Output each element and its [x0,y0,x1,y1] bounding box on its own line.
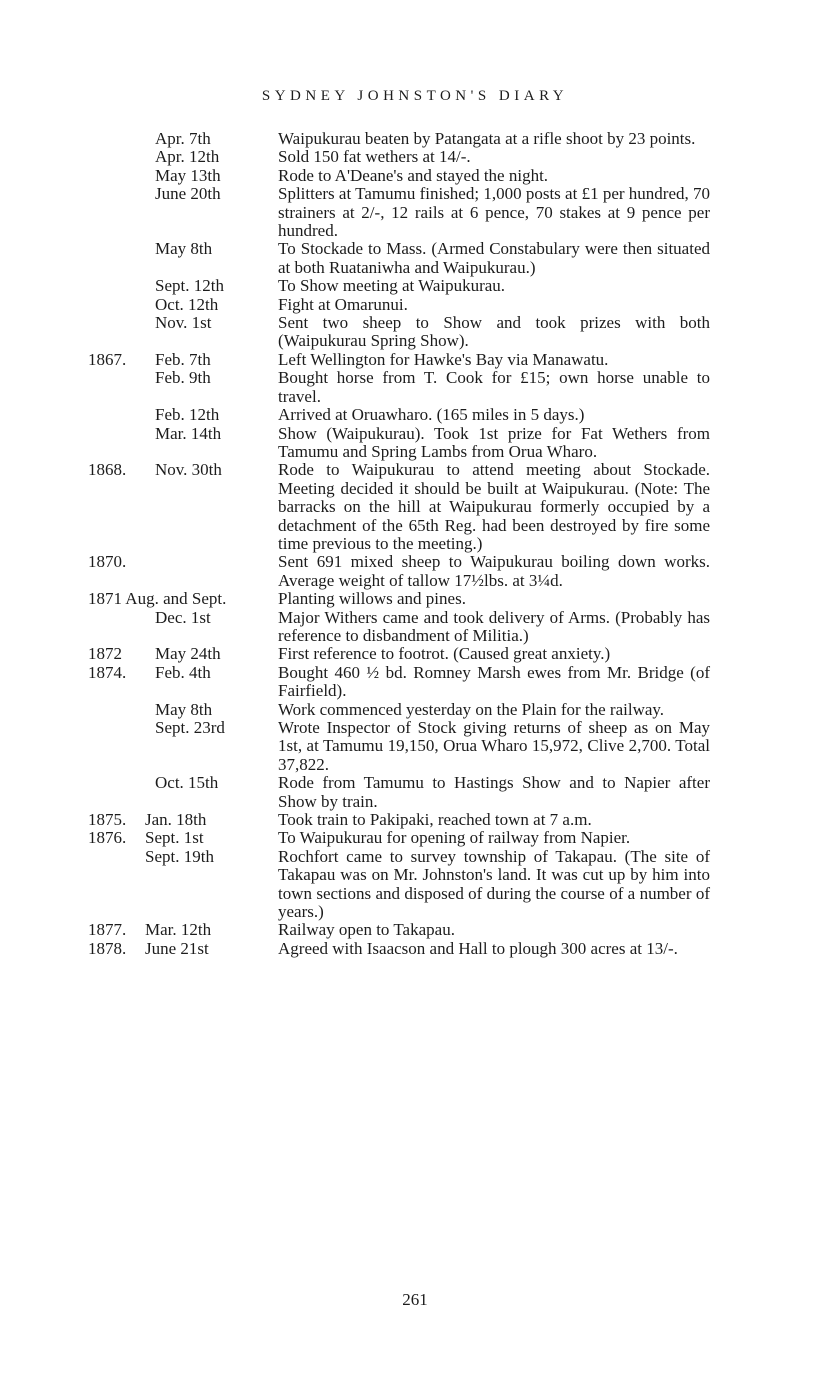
entry-text: Bought horse from T. Cook for £15; own horse unable to travel. [278,368,710,406]
entry-text: Arrived at Oruawharo. (165 miles in 5 days.) [278,405,585,425]
entry-text: Fight at Omarunui. [278,294,408,314]
entry-date: Feb. 9th [155,368,211,388]
entry-text: To Show meeting at Waipukurau. [278,276,506,296]
entry-date: Nov. 1st [155,313,212,333]
diary-entry [0,130,830,148]
diary-entry [0,645,830,663]
diary-entry [0,553,830,590]
entry-text: Rode from Tamumu to Hastings Show and to Napier after Show by train. [278,773,710,811]
diary-entry [0,811,830,829]
diary-entry [0,701,830,719]
diary-entry [0,185,830,240]
diary-entry [0,719,830,774]
entry-year: 1871 Aug. and Sept. [88,589,227,609]
entry-date: May 8th [155,239,213,259]
entry-date: Sept. 12th [155,276,224,296]
diary-entry [0,664,830,701]
diary-entry [0,848,830,922]
entry-date: Nov. 30th [155,460,222,480]
diary-entry [0,461,830,553]
entry-date: Jan. 18th [145,810,207,830]
entry-text: Wrote Inspector of Stock giving returns of sheep as on May 1st, at Tamumu 19,150, Orua Wharo 15,972, Clive 2,700. Total 37,822. [278,718,710,774]
diary-entry [0,590,830,608]
diary-entry [0,351,830,369]
entry-text: Rode to Waipukurau to attend meeting about Stockade. Meeting decided it should be built at Waipukurau. (Note: The barracks on the hill at Waipukurau formerly occupied by a detachment of the 65th Reg. had been destroyed by fire some time previous to the meeting.) [278,460,710,553]
entry-year: 1872 [88,644,122,664]
entry-text: Work commenced yesterday on the Plain for the railway. [278,699,665,719]
entry-date: Oct. 15th [155,773,219,793]
diary-entry [0,921,830,939]
diary-entry [0,425,830,462]
entry-text: Planting willows and pines. [278,589,466,609]
entry-text: Sent two sheep to Show and took prizes with both (Waipukurau Spring Show). [278,313,710,351]
entry-date: Dec. 1st [155,607,211,627]
entry-date: June 20th [155,184,221,204]
entry-date: Mar. 12th [145,920,212,940]
entry-date: May 8th [155,699,213,719]
entry-year: 1875. [88,810,127,830]
diary-entry [0,940,830,958]
diary-entries [0,130,830,958]
diary-entry [0,829,830,847]
entry-text: Agreed with Isaacson and Hall to plough 300 acres at 13/-. [278,938,678,958]
diary-entry [0,609,830,646]
entry-date: May 13th [155,165,221,185]
entry-text: Railway open to Takapau. [278,920,455,940]
running-header: SYDNEY JOHNSTON'S DIARY [261,88,569,104]
diary-entry [0,296,830,314]
page-number: 261 [402,1290,428,1309]
entry-date: June 21st [145,938,209,958]
entry-date: Sept. 19th [145,846,214,866]
entry-text: Major Withers came and took delivery of Arms. (Probably has reference to disbandment of Militia.) [278,607,710,645]
entry-text: Sent 691 mixed sheep to Waipukurau boiling down works. Average weight of tallow 17½lbs. at 3¼d. [278,552,710,590]
entry-date: Apr. 7th [155,129,211,148]
entry-text: First reference to footrot. (Caused great anxiety.) [278,644,611,664]
entry-date: Apr. 12th [155,147,220,167]
entry-text: Bought 460 ½ bd. Romney Marsh ewes from Mr. Bridge (of Fairfield). [278,662,710,701]
entry-year: 1877. [88,920,127,940]
entry-text: Waipukurau beaten by Patangata at a rifle shoot by 23 points. [278,129,696,148]
entry-date: May 24th [155,644,221,664]
entry-text: Rochfort came to survey township of Takapau. (The site of Takapau was on Mr. Johnston's land. It was cut up by him into town sections and disposed of during the course of a number of years.) [278,846,710,922]
diary-entry [0,314,830,351]
entry-date: Sept. 23rd [155,718,225,737]
entry-date: Oct. 12th [155,294,219,314]
entry-text: Rode to A'Deane's and stayed the night. [278,165,549,185]
entry-year: 1868. [88,460,127,480]
entry-text: Took train to Pakipaki, reached town at 7 a.m. [278,810,592,830]
entry-text: Show (Waipukurau). Took 1st prize for Fat Wethers from Tamumu and Spring Lambs from Orua Wharo. [278,423,710,461]
entry-date: Feb. 4th [155,662,211,682]
diary-entry [0,167,830,185]
entry-date: Sept. 1st [145,828,204,848]
diary-entry [0,774,830,811]
entry-year: 1870. [88,552,127,572]
diary-entry [0,369,830,406]
entry-text: To Stockade to Mass. (Armed Constabulary were then situated at both Ruataniwha and Waipukurau.) [278,239,710,277]
entry-text: Splitters at Tamumu finished; 1,000 posts at £1 per hundred, 70 strainers at 2/-, 12 rails at 6 pence, 70 stakes at 9 pence per hundred. [278,184,710,241]
entry-date: Feb. 12th [155,405,220,425]
entry-year: 1876. [88,828,127,848]
entry-text: Left Wellington for Hawke's Bay via Manawatu. [278,349,609,369]
entry-year: 1874. [88,662,127,682]
diary-entry [0,240,830,277]
entry-date: Mar. 14th [155,423,222,443]
entry-year: 1878. [88,938,127,958]
entry-year: 1867. [88,349,127,369]
diary-entry [0,406,830,424]
diary-entry [0,148,830,166]
entry-text: To Waipukurau for opening of railway from Napier. [278,828,631,848]
entry-text: Sold 150 fat wethers at 14/-. [278,147,471,167]
diary-entry [0,277,830,295]
entry-date: Feb. 7th [155,349,211,369]
